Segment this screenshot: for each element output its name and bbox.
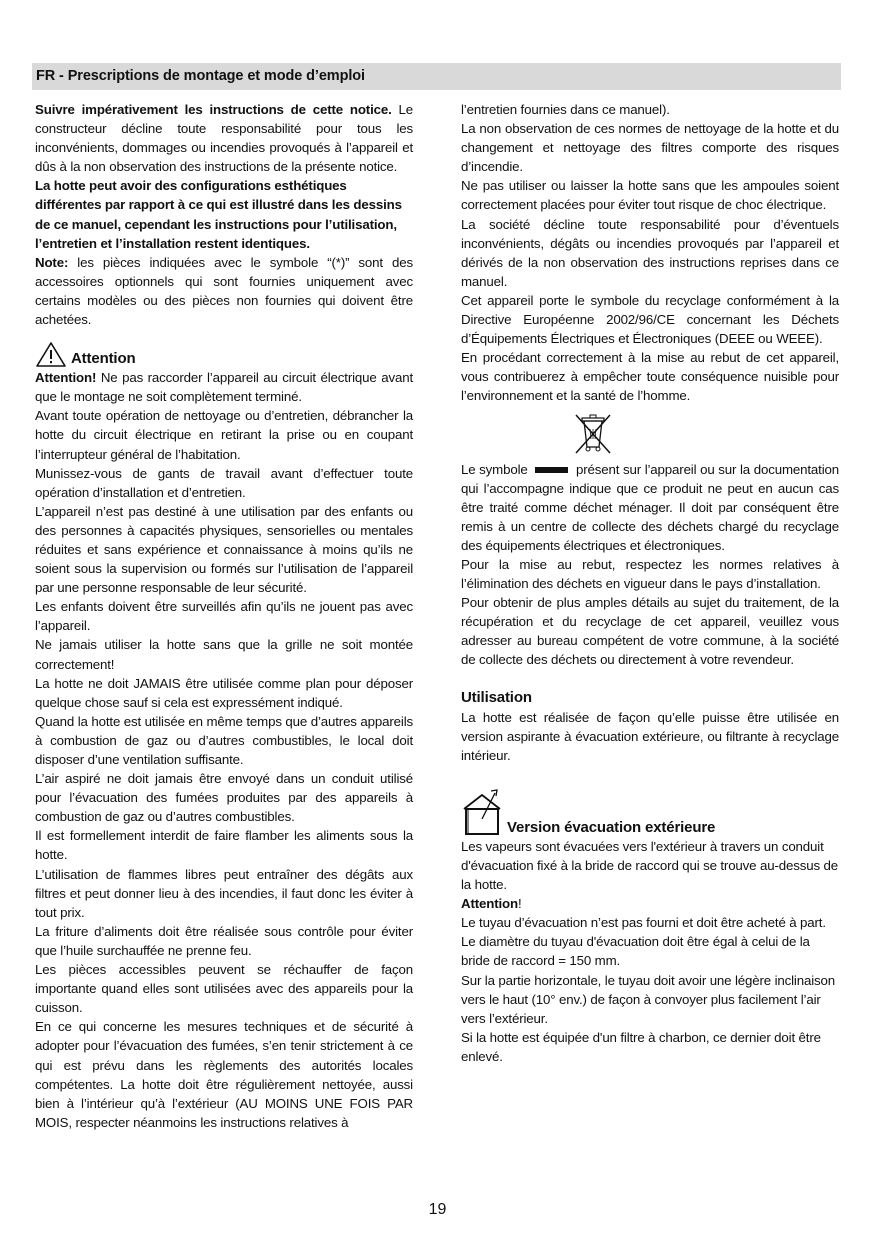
- intro-bold: Suivre impérativement les instructions de cette notice.: [35, 102, 392, 117]
- paragraph: Avant toute opération de nettoyage ou d’entretien, débrancher la hotte du circuit électrique en retirant la prise ou en coupant l’interrupteur général de l’habitation.: [35, 408, 413, 462]
- attention-heading: [35, 341, 413, 368]
- weee-bar-symbol: [535, 467, 568, 473]
- utilisation-paragraph: La hotte est réalisée de façon qu’elle puisse être utilisée en version aspirante à évacuation extérieure, ou filtrante à recyclage intérieur.: [461, 709, 839, 763]
- paragraph: L’air aspiré ne doit jamais être envoyé dans un conduit utilisé pour l’évacuation des fumées produites par des appareils à combustion de gaz ou d’autres combustibles.: [35, 771, 413, 825]
- paragraph: La friture d’aliments doit être réalisée sous contrôle pour éviter que l’huile surchauffée ne prenne feu.: [35, 923, 413, 958]
- symbol-paragraph: [461, 460, 839, 555]
- paragraph: Les pièces accessibles peuvent se réchauffer de façon importante quand elles sont utilisées avec des appareils pour la cuisson.: [35, 962, 413, 1016]
- version-heading: [461, 787, 839, 837]
- paragraph: Les enfants doivent être surveillés afin qu’ils ne jouent pas avec l’appareil.: [35, 599, 413, 634]
- page-title: FR - Prescriptions de montage et mode d’emploi: [36, 68, 365, 84]
- attention-paragraph: [35, 368, 413, 406]
- paragraph: Il est formellement interdit de faire flamber les aliments sous la hotte.: [35, 828, 413, 863]
- page-number: 19: [428, 1201, 447, 1218]
- attention-title: Attention: [71, 350, 136, 368]
- paragraph: Si la hotte est équipée d'un filtre à charbon, ce dernier doit être enlevé.: [461, 1029, 821, 1064]
- paragraph: Ne pas utiliser ou laisser la hotte sans que les ampoules soient correctement placées pour éviter tout risque de choc électrique.: [461, 178, 839, 213]
- intro-paragraph: [35, 100, 413, 176]
- paragraph: L’appareil n’est pas destiné à une utilisation par des enfants ou des personnes à capacités physiques, sensorielles ou mentales réduites et sans expérience et connaissance à moins qu’ils ne soient sous la supervision ou formés sur l’utilisation de l’appareil par une personne responsable de leur sécurité.: [35, 503, 413, 596]
- paragraph: En ce qui concerne les mesures techniques et de sécurité à adopter pour l’évacuation des fumées, s’en tenir strictement à ce qui est prévu dans les règlements des autorités locales compétentes. La hotte doit être régulièrement nettoyée, aussi bien à l’intérieur qu’à l’extérieur (AU MOINS UNE FOIS PAR MOIS, respecter néanmoins les instructions relatives à: [35, 1019, 413, 1130]
- paragraph: Le diamètre du tuyau d'évacuation doit être égal à celui de la bride de raccord = 150 mm.: [461, 934, 810, 969]
- attention-label: Attention!: [35, 370, 97, 386]
- attention-mark: !: [518, 896, 522, 912]
- note-label: Note:: [35, 254, 69, 270]
- paragraph: En procédant correctement à la mise au rebut de cet appareil, vous contribuerez à empêcher toute conséquence nuisible pour l’environnement et la santé de l’homme.: [461, 350, 839, 404]
- note-paragraph: [35, 253, 413, 329]
- paragraph: La non observation de ces normes de nettoyage de la hotte et du changement et nettoyage des filtres comporte des risques d’incendie.: [461, 121, 839, 175]
- paragraph-text: Ne pas raccorder l’appareil au circuit électrique avant que le montage ne soit complètement terminé.: [35, 370, 413, 405]
- paragraph: Pour la mise au rebut, respectez les normes relatives à l’élimination des déchets en vigueur dans le pays d’installation.: [461, 556, 839, 592]
- paragraph: Cet appareil porte le symbole du recyclage conformément à la Directive Européenne 2002/96/CE concernant les Déchets d’Équipements Électriques et Électroniques (DEEE ou WEEE).: [461, 292, 839, 347]
- warning-triangle-icon: [35, 341, 67, 368]
- note-text: les pièces indiquées avec le symbole “(*)” sont des accessoires optionnels qui sont fournies uniquement avec certains modèles ou des pièces non fournies qui doivent être achetées.: [35, 254, 413, 328]
- paragraph: L’utilisation de flammes libres peut entraîner des dégâts aux filtres et peut donner lieu à des incendies, il faut donc les éviter à tout prix.: [35, 866, 413, 920]
- symbol-prefix: Le symbole: [461, 461, 528, 477]
- weee-symbol-wrap: [346, 406, 839, 460]
- version-title: Version évacuation extérieure: [507, 818, 716, 836]
- paragraph: Sur la partie horizontale, le tuyau doit avoir une légère inclinaison vers le haut (10° env.) de façon à convoyer plus facilement l’air vers l’extérieur.: [461, 972, 836, 1026]
- paragraph: Quand la hotte est utilisée en même temps que d’autres appareils à combustion de gaz ou d’autres combustibles, le local doit disposer d’une ventilation suffisante.: [35, 713, 413, 767]
- configuration-notice: La hotte peut avoir des configurations esthétiques différentes par rapport à ce qui est illustré dans les dessins de ce manuel, cependant les instructions pour l’utilisation, l’entretien et l’installation restent identiques.: [35, 178, 402, 251]
- exhaust-house-icon: [461, 787, 503, 837]
- section-header-bar: [32, 63, 841, 90]
- paragraph: Pour obtenir de plus amples détails au sujet du traitement, de la récupération et du recyclage de cet appareil, veuillez vous adresser au bureau compétent de votre commune, à la société de collecte des déchets ou directement à votre revendeur.: [461, 595, 839, 668]
- paragraph: Munissez-vous de gants de travail avant d’effectuer toute opération d’installation et d’entretien.: [35, 465, 413, 500]
- left-column: [35, 100, 413, 1132]
- symbol-text: présent sur l’appareil ou sur la documentation qui l’accompagne indique que ce produit ne peut en aucun cas être traité comme déchet ménager. Il doit par conséquent être remis à un centre de collecte des déchets chargé du recyclage des équipements électriques et électroniques.: [461, 461, 839, 553]
- paragraph: l’entretien fournies dans ce manuel).: [461, 102, 670, 117]
- paragraph: La société décline toute responsabilité pour d’éventuels inconvénients, dégâts ou incendies provoqués par l’appareil et dérivés de la non observation des instructions reprises dans ce manuel.: [461, 216, 839, 289]
- attention-word: Attention: [461, 896, 518, 912]
- utilisation-heading: Utilisation: [461, 688, 532, 706]
- attention-line: [461, 894, 839, 913]
- right-column: [461, 100, 839, 1066]
- paragraph: La hotte ne doit JAMAIS être utilisée comme plan pour déposer quelque chose sauf si cela est expressément indiqué.: [35, 675, 413, 710]
- paragraph: Ne jamais utiliser la hotte sans que la grille ne soit montée correctement!: [35, 637, 413, 672]
- paragraph: Le tuyau d’évacuation n’est pas fourni et doit être acheté à part.: [461, 915, 826, 931]
- version-paragraph: Les vapeurs sont évacuées vers l'extérieur à travers un conduit d'évacuation fixé à la bride de raccord qui se trouve au-dessus de la hotte.: [461, 838, 839, 893]
- intro-text: Le constructeur décline toute responsabilité pour tous les inconvénients, dommages ou incendies provoqués à l’appareil et dûs à la non observation des instructions de la présente notice.: [35, 102, 413, 175]
- crossed-bin-icon: [572, 411, 614, 457]
